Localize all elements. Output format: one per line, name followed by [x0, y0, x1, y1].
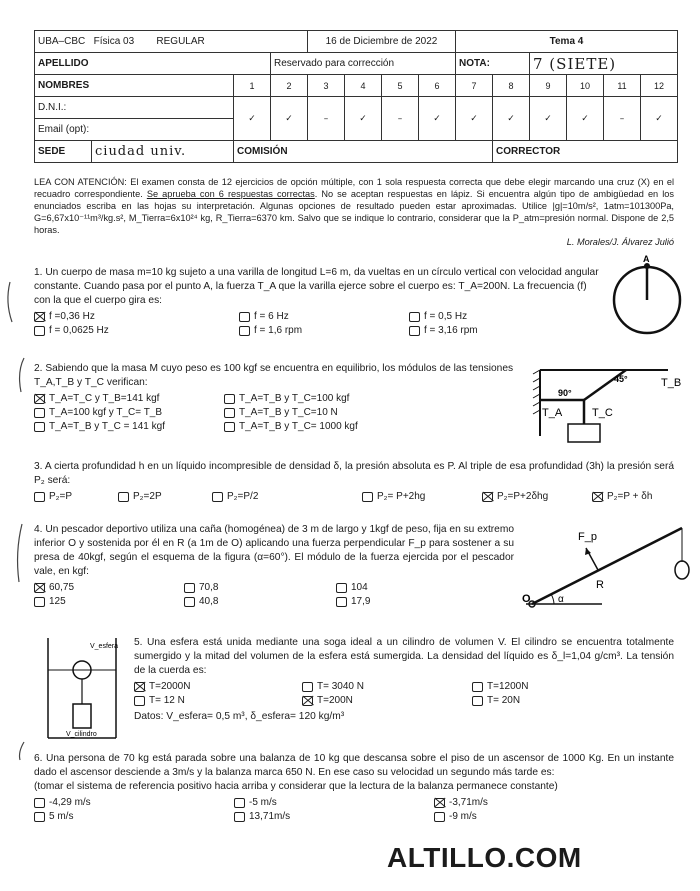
header-table [34, 30, 678, 163]
option[interactable]: f =0,36 Hz [34, 310, 239, 324]
checkbox[interactable] [472, 696, 483, 706]
checkbox[interactable] [409, 312, 420, 322]
option[interactable]: P₂=2P [118, 490, 212, 504]
checkbox[interactable] [184, 597, 195, 607]
checkbox[interactable] [224, 422, 235, 432]
dni-label: D.N.I.: [35, 97, 234, 119]
option[interactable]: T_A=T_C y T_B=141 kgf [34, 392, 224, 406]
checkbox[interactable] [212, 492, 223, 502]
option[interactable]: P₂=P [34, 490, 118, 504]
option[interactable]: 13,71m/s [234, 810, 434, 824]
question-number: 10 [567, 75, 604, 97]
option[interactable]: T=2000N [134, 680, 302, 694]
option[interactable]: -4,29 m/s [34, 796, 234, 810]
comision-label: COMISIÓN [234, 141, 493, 163]
checkbox[interactable] [118, 492, 129, 502]
correction-mark: – [382, 97, 419, 141]
option[interactable]: 60,75 [34, 581, 184, 595]
question-2-text: 2. Sabiendo que la masa M cuyo peso es 100 kgf se encuentra en equilibrio, los módulos de las tensiones T_A,T_B y T_C verifican: [34, 363, 514, 388]
question-number: 7 [456, 75, 493, 97]
checkbox[interactable] [302, 682, 313, 692]
question-1-text: 1. Un cuerpo de masa m=10 kg sujeto a una varilla de longitud L=6 m, da vueltas en un círculo vertical con velocidad angular constante. Cuando pasa por el punto A, la fuerza T_A que la varilla ejerce sobre el cuerpo es: T_A=200N. La frecuencia (f) con la que el cuerpo gira es: [34, 267, 599, 306]
correction-mark: ✓ [567, 97, 604, 141]
option[interactable]: T_A=T_B y T_C=100 kgf [224, 392, 414, 406]
tc-label: T_C [592, 407, 613, 419]
option[interactable]: T=1200N [472, 680, 642, 694]
checkbox-marked[interactable] [482, 492, 493, 502]
question-number: 4 [345, 75, 382, 97]
question-number: 2 [271, 75, 308, 97]
nota-label: NOTA: [456, 53, 530, 75]
approval-rule: Se aprueba con 6 respuestas correctas [146, 189, 315, 199]
checkbox-marked[interactable] [34, 583, 45, 593]
question-number: 3 [308, 75, 345, 97]
option[interactable]: P₂=P+2δhg [482, 490, 592, 504]
header-title [35, 31, 308, 53]
question-6 [34, 752, 674, 824]
question-number: 6 [419, 75, 456, 97]
authors-signature: L. Morales/J. Álvarez Julió [566, 237, 674, 247]
correction-mark: – [308, 97, 345, 141]
checkbox-marked[interactable] [302, 696, 313, 706]
v-esfera-label: V_esfera [90, 643, 119, 650]
angle-45-label: 45° [614, 374, 628, 384]
option[interactable]: 125 [34, 595, 184, 609]
question-5 [134, 636, 674, 724]
checkbox[interactable] [224, 408, 235, 418]
question-number: 12 [641, 75, 678, 97]
r-label: R [596, 579, 604, 591]
question-4-text: 4. Un pescador deportivo utiliza una caña (homogénea) de 3 m de largo y 1kgf de peso, fija en su extremo inferior O y sostenida por él en R (a 1m de O) aplicando una fuerza perpendicular F_p para sostener a su presa de 40kgf, según el esquema de la figura (α=60°). El módulo de la fuerza ejercida por el pescador vale, en kgf: [34, 524, 514, 577]
option[interactable]: -3,71m/s [434, 796, 594, 810]
correction-mark: ✓ [234, 97, 271, 141]
ta-label: T_A [542, 407, 563, 419]
checkbox-marked[interactable] [34, 394, 45, 404]
nota-value: 7 (SIETE) [530, 53, 678, 75]
tension-figure [528, 366, 688, 448]
option[interactable]: f = 0,0625 Hz [34, 324, 239, 338]
option[interactable]: f = 6 Hz [239, 310, 409, 324]
checkbox[interactable] [409, 326, 420, 336]
instructions-box [34, 176, 674, 248]
checkbox[interactable] [234, 812, 245, 822]
question-4 [34, 523, 514, 609]
correction-mark: ✓ [271, 97, 308, 141]
instructions-text-2: . No se aceptan respuestas en lápiz. Si encuentra algún tipo de ambigüedad en los enunciados escriba en las hojas su interpretación. Algunas opciones de resultado pueden estar aproximadas. Utilice |g|=10m/s², 1atm=101300Pa, G=6,67x10⁻¹¹m³/kg.s², M_Tierra=6x10²⁴ kg, R_Tierra=6370 km. Salvo que se indique lo contrario, considerar que la P_atm=presión normal. Dispone de 2,5 horas. [34, 189, 674, 235]
sede-label: SEDE [35, 141, 92, 163]
correction-mark: ✓ [530, 97, 567, 141]
checkbox[interactable] [472, 682, 483, 692]
option[interactable]: T_A=T_B y T_C=10 N [224, 406, 414, 420]
instructions-text: LEA CON ATENCIÓN: El examen consta de 12 ejercicios de opción múltiple, con 1 sola respuesta correcta que debe elegir marcando una cruz (X) en el recuadro correspondiente. [34, 177, 674, 199]
correction-mark: ✓ [493, 97, 530, 141]
question-6-text: 6. Una persona de 70 kg está parada sobre una balanza de 10 kg que descansa sobre el piso de un ascensor de 1000 Kg. En un instante dado el ascensor desciende a 3m/s y la balanza marca 650 N. En ese caso su velocidad un segundo más tarde es: [34, 753, 674, 778]
option[interactable]: f = 1,6 rpm [239, 324, 409, 338]
checkbox[interactable] [336, 583, 347, 593]
option[interactable]: T_A=T_B y T_C = 141 kgf [34, 420, 224, 434]
option[interactable]: 17,9 [336, 595, 486, 609]
question-3-text: 3. A cierta profundidad h en un líquido incompresible de densidad δ, la presión absoluta es P. Al triple de esa profundidad (3h) la presión será P₂ será: [34, 461, 674, 486]
checkbox[interactable] [34, 492, 45, 502]
checkbox[interactable] [239, 312, 250, 322]
option[interactable]: 40,8 [184, 595, 336, 609]
question-3 [34, 460, 674, 504]
checkbox[interactable] [134, 696, 145, 706]
o-label: O [522, 593, 531, 605]
question-1 [34, 266, 599, 338]
sphere-cylinder-figure [44, 634, 120, 742]
margin-marks [2, 262, 32, 762]
question-2 [34, 362, 514, 434]
option[interactable]: T=200N [302, 694, 472, 708]
question-number: 9 [530, 75, 567, 97]
checkbox[interactable] [34, 326, 45, 336]
correction-mark: ✓ [456, 97, 493, 141]
checkbox[interactable] [234, 798, 245, 808]
altillo-watermark: ALTILLO.COM [387, 842, 582, 873]
reserved-label: Reservado para corrección [271, 53, 456, 75]
corrector-label: CORRECTOR [493, 141, 678, 163]
question-6-note: (tomar el sistema de referencia positivo hacia arriba y considerar que la lectura de la balanza permanece constante) [34, 781, 558, 792]
option[interactable]: T_A=100 kgf y T_C= T_B [34, 406, 224, 420]
nombres-label: NOMBRES [35, 75, 234, 97]
apellido-label: APELLIDO [35, 53, 271, 75]
checkbox[interactable] [34, 422, 45, 432]
option[interactable]: 104 [336, 581, 486, 595]
option[interactable]: T= 20N [472, 694, 642, 708]
option[interactable]: f = 3,16 rpm [409, 324, 579, 338]
exam-date: 16 de Diciembre de 2022 [308, 31, 456, 53]
checkbox[interactable] [34, 812, 45, 822]
option[interactable]: 5 m/s [34, 810, 234, 824]
email-label: Email (opt): [35, 119, 234, 141]
question-number: 8 [493, 75, 530, 97]
option[interactable]: T_A=T_B y T_C= 1000 kgf [224, 420, 414, 434]
option[interactable]: T= 3040 N [302, 680, 472, 694]
checkbox[interactable] [224, 394, 235, 404]
checkbox[interactable] [336, 597, 347, 607]
checkbox[interactable] [239, 326, 250, 336]
institution: UBA–CBC [38, 36, 86, 47]
sede-value: ciudad univ. [92, 141, 234, 163]
point-a-label: A [643, 254, 650, 264]
angle-90-label: 90° [558, 388, 572, 398]
checkbox[interactable] [34, 798, 45, 808]
question-number: 1 [234, 75, 271, 97]
option[interactable]: 70,8 [184, 581, 336, 595]
option[interactable]: P₂= P+2hg [362, 490, 482, 504]
checkbox[interactable] [362, 492, 373, 502]
fp-label: F_p [578, 531, 597, 543]
option[interactable]: P₂=P + δh [592, 490, 672, 504]
tema-label: Tema 4 [456, 31, 678, 53]
v-cilindro-label: V_cilindro [66, 731, 97, 738]
alpha-label: α [558, 594, 564, 605]
question-5-data: Datos: V_esfera= 0,5 m³, δ_esfera= 120 kg/m³ [134, 711, 345, 722]
option[interactable]: -5 m/s [234, 796, 434, 810]
circle-figure [608, 254, 690, 340]
correction-mark: – [604, 97, 641, 141]
question-number: 11 [604, 75, 641, 97]
question-5-text: 5. Una esfera está unida mediante una soga ideal a un cilindro de volumen V. El cilindro se encuentra totalmente sumergido y la mitad del volumen de la esfera está sumergida. La densidad del líquido es δ_l=1,04 g/cm³. La tensión de la cuerda es: [134, 637, 674, 676]
checkbox[interactable] [184, 583, 195, 593]
correction-mark: ✓ [641, 97, 678, 141]
correction-mark: ✓ [419, 97, 456, 141]
checkbox[interactable] [434, 812, 445, 822]
checkbox-marked[interactable] [34, 312, 45, 322]
exam-mode: REGULAR [156, 36, 205, 47]
checkbox-marked[interactable] [434, 798, 445, 808]
checkbox-marked[interactable] [134, 682, 145, 692]
tb-label: T_B [661, 377, 682, 389]
fishing-rod-figure [522, 522, 692, 612]
subject: Física 03 [93, 36, 135, 47]
option[interactable]: P₂=P/2 [212, 490, 362, 504]
option[interactable]: f = 0,5 Hz [409, 310, 579, 324]
correction-mark: ✓ [345, 97, 382, 141]
checkbox[interactable] [34, 597, 45, 607]
checkbox[interactable] [34, 408, 45, 418]
option[interactable]: -9 m/s [434, 810, 594, 824]
question-number: 5 [382, 75, 419, 97]
option[interactable]: T= 12 N [134, 694, 302, 708]
checkbox-marked[interactable] [592, 492, 603, 502]
